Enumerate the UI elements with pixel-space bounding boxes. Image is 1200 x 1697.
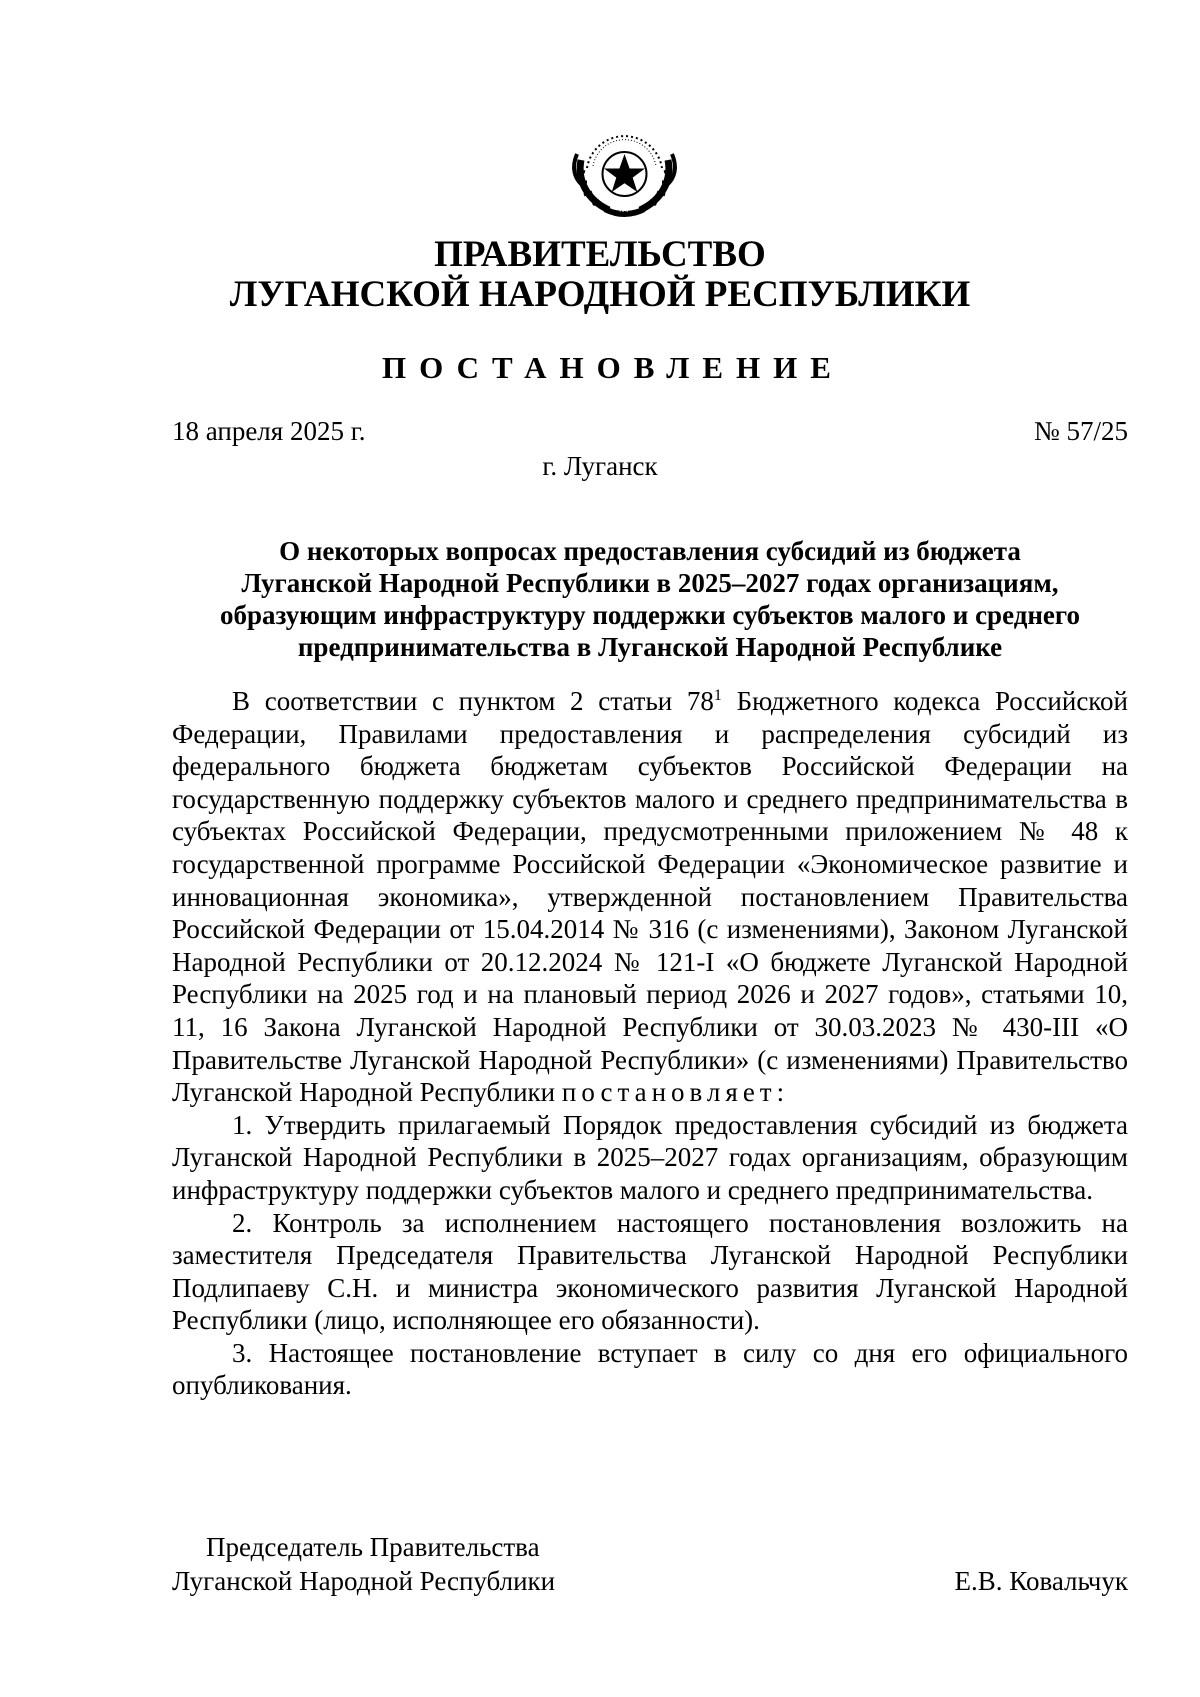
item-2-paragraph: 2. Контроль за исполнением настоящего постановления возложить на заместителя Председателя Правительства Луганской Народной Республики Подлипаеву С.Н. и министра экономического развития Луганской Народной Республики (лицо, исполняющее его обязанности).	[172, 1207, 1128, 1336]
subject-line: Луганской Народной Республики в 2025–2027 годах организациям,	[241, 568, 1059, 598]
preamble-rest: Бюджетного кодекса Российской Федерации, Правилами предоставления и распределения субсидий из федерального бюджета бюджетам субъектов Российской Федерации на государственную поддержку субъектов малого и среднего предпринимательства в субъектах Российской Федерации, предусмотренными приложением № 48 к государственной программе Российской Федерации «Экономическое развитие и инновационная экономика», утвержденной постановлением Правительства Российской Федерации от 15.04.2014 № 316 (с изменениями), Законом Луганской Народной Республики от 20.12.2024 № 121-I «О бюджете Луганской Народной Республики на 2025 год и на плановый период 2026 и 2027 годов», статьями 10, 11, 16 Закона Луганской Народной Республики от 30.03.2023 № 430-III «О Правительстве Луганской Народной Республики» (с изменениями) Правительство Луганской Народной Республики	[172, 686, 1128, 1108]
subject-line: образующим инфраструктуру поддержки субъектов малого и среднего	[220, 600, 1080, 630]
signature-row	[172, 1564, 1128, 1598]
preamble-paragraph	[172, 685, 1128, 1109]
document-number: № 57/25	[1033, 416, 1128, 446]
document-body	[172, 685, 1128, 1402]
document-date: 18 апреля 2025 г.	[172, 416, 366, 446]
preamble-start: В соответствии с пунктом 2 статьи 78	[232, 686, 714, 716]
organization-title-line2: ЛУГАНСКОЙ НАРОДНОЙ РЕСПУБЛИКИ	[229, 274, 971, 315]
signatory-position-line2: Луганской Народной Республики	[172, 1566, 556, 1596]
signature-block	[172, 1530, 1128, 1598]
svg-text:ЛНР: ЛНР	[619, 208, 630, 214]
subject-line: предпринимательства в Луганской Народной Республике	[297, 632, 1003, 662]
item-3-paragraph: 3. Настоящее постановление вступает в силу со дня его официального опубликования.	[172, 1337, 1128, 1401]
subject-line: О некоторых вопросах предоставления субсидий из бюджета	[279, 536, 1021, 566]
document-city: г. Луганск	[542, 451, 658, 481]
signatory-position-line1: Председатель Правительства	[206, 1532, 540, 1562]
item-1-paragraph: 1. Утвердить прилагаемый Порядок предоставления субсидий из бюджета Луганской Народной Республики в 2025–2027 годах организациям, образующим инфраструктуру поддержки субъектов малого и среднего предпринимательства.	[172, 1109, 1128, 1205]
signatory-name: Е.В. Ковальчук	[954, 1566, 1128, 1596]
decrees-word: постановляет:	[561, 1077, 790, 1108]
article-superscript: 1	[713, 687, 722, 704]
document-subject	[172, 535, 1128, 663]
lpr-coat-of-arms-icon	[567, 120, 682, 220]
document-type-heading: ПОСТАНОВЛЕНИЕ	[382, 350, 844, 385]
organization-title-line1: ПРАВИТЕЛЬСТВО	[434, 234, 766, 275]
